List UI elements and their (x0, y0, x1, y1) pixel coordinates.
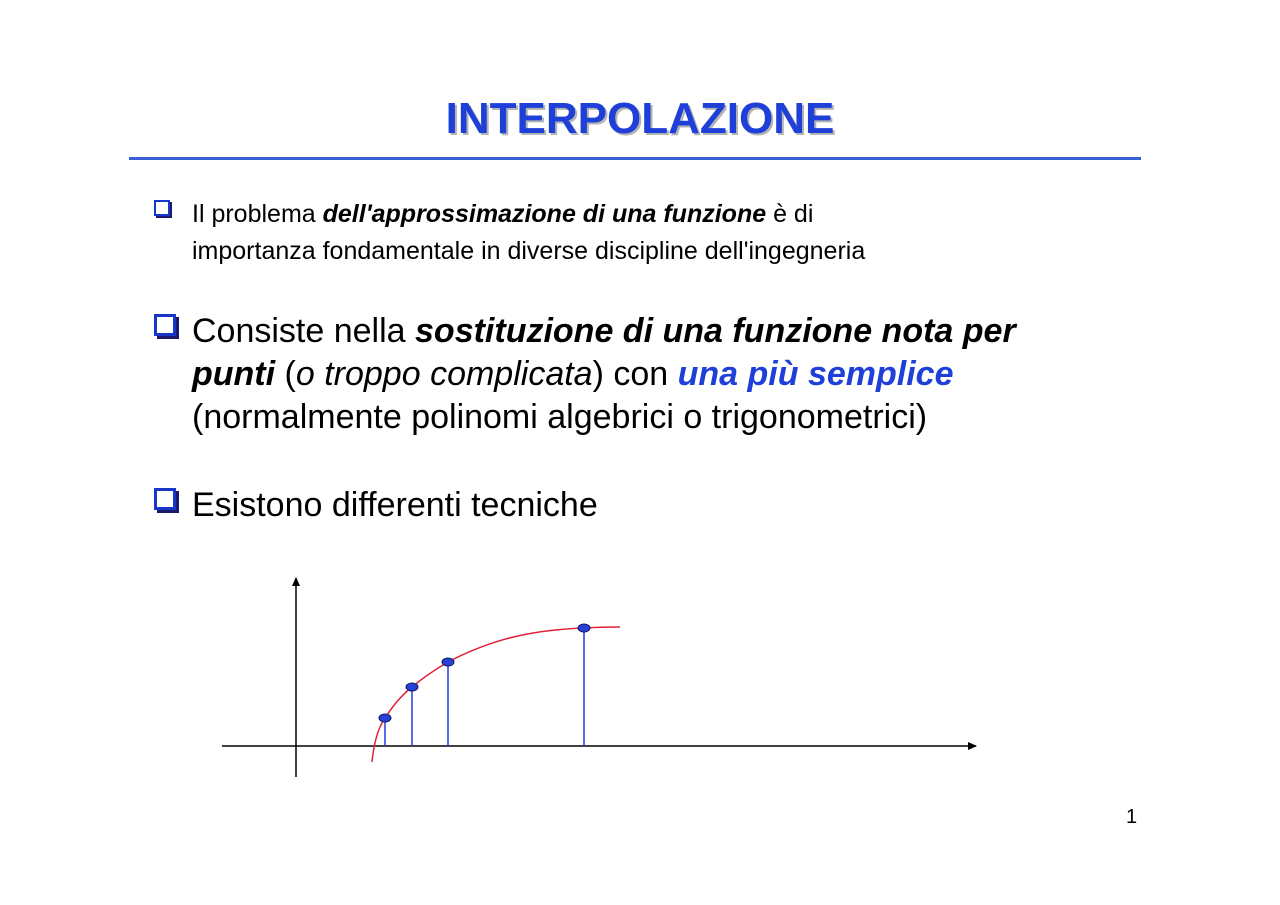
point-1 (379, 714, 391, 722)
bullet-2-emphasis: sostituzione di una funzione nota per (415, 312, 1016, 350)
function-curve (372, 627, 620, 762)
bullet-3-text: Esistono differenti tecniche (192, 486, 598, 524)
bullet-1-emphasis: dell'approssimazione di una funzione (322, 200, 767, 228)
sample-points (379, 624, 590, 746)
bullet-2-emphasis-punti: punti (192, 355, 276, 393)
bullet-2-italic: o troppo complicata (295, 355, 593, 393)
bullet-1-text-a: Il problema (192, 200, 323, 228)
bullet-2-paren-open: ( (275, 355, 296, 393)
bullet-1-text-c: è di (766, 200, 814, 228)
bullet-2-line-3: (normalmente polinomi algebrici o trigonometrici) (192, 398, 928, 436)
bullet-1-line-2: importanza fondamentale in diverse discipline dell'ingegneria (192, 237, 866, 265)
page-number: 1 (1126, 806, 1138, 828)
bullet-2-text-a: Consiste nella (192, 312, 416, 350)
point-4 (578, 624, 590, 632)
bullet-2-text-d: ) con (592, 355, 678, 393)
point-3 (442, 658, 454, 666)
bullet-2-highlight: una più semplice (677, 355, 954, 393)
slide-title: INTERPOLAZIONE (445, 94, 835, 143)
point-2 (406, 683, 418, 691)
